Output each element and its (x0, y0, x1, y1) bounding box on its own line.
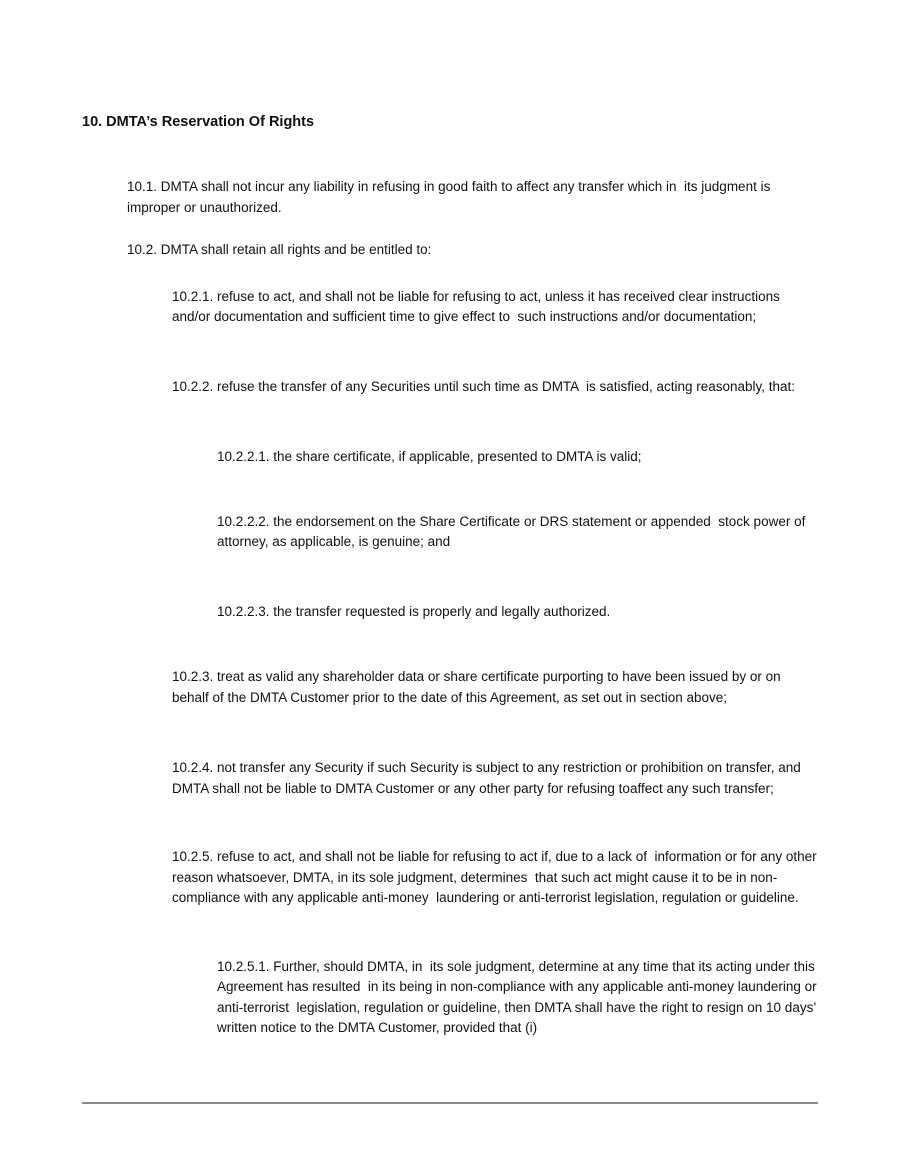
section-10-2-5-1: 10.2.5.1. Further, should DMTA, in its sole judgment, determine at any time that its acting under this Agreement has resulted in its being in non-compliance with any applicable anti-money laundering or anti-terrorist legislation, regulation or guideline, then DMTA shall have the right to resign on 10 days’ written notice to the DMTA Customer, provided that (i) (217, 958, 824, 1035)
section-10-2-2-3: 10.2.2.3. the transfer requested is properly and legally authorized. (217, 603, 611, 619)
footer-divider (82, 1102, 818, 1104)
section-10-2-3: 10.2.3. treat as valid any shareholder data or share certificate purporting to have been issued by or on behalf of the DMTA Customer prior to the date of this Agreement, as set out in section above; (172, 669, 789, 705)
document-heading: 10. DMTA’s Reservation Of Rights (82, 114, 315, 130)
section-10-2-2-1: 10.2.2.1. the share certificate, if applicable, presented to DMTA is valid; (217, 449, 642, 464)
section-10-2-2: 10.2.2. refuse the transfer of any Securities until such time as DMTA is satisfied, acting reasonably, that: (172, 378, 796, 394)
section-10-2-2-2: 10.2.2.2. the endorsement on the Share Certificate or DRS statement or appended stock power of attorney, as applicable, is genuine; and (217, 513, 810, 549)
section-10-2: 10.2. DMTA shall retain all rights and be entitled to: (127, 242, 432, 257)
section-10-2-4: 10.2.4. not transfer any Security if such Security is subject to any restriction or prohibition on transfer, and DMTA shall not be liable to DMTA Customer or any other party for refusing toaffect any such transfer; (172, 760, 805, 796)
section-10-1: 10.1. DMTA shall not incur any liability in refusing in good faith to affect any transfer which in its judgment is improper or unauthorized. (127, 179, 775, 215)
section-10-2-1: 10.2.1. refuse to act, and shall not be liable for refusing to act, unless it has received clear instructions and/or documentation and sufficient time to give effect to such instructions and/or documentation; (172, 288, 784, 324)
section-10-2-5: 10.2.5. refuse to act, and shall not be liable for refusing to act if, due to a lack of information or for any other reason whatsoever, DMTA, in its sole judgment, determines that such act might cause it to be in non-compliance with any applicable anti-money laundering or anti-terrorist legislation, regulation or guideline. (172, 849, 821, 905)
